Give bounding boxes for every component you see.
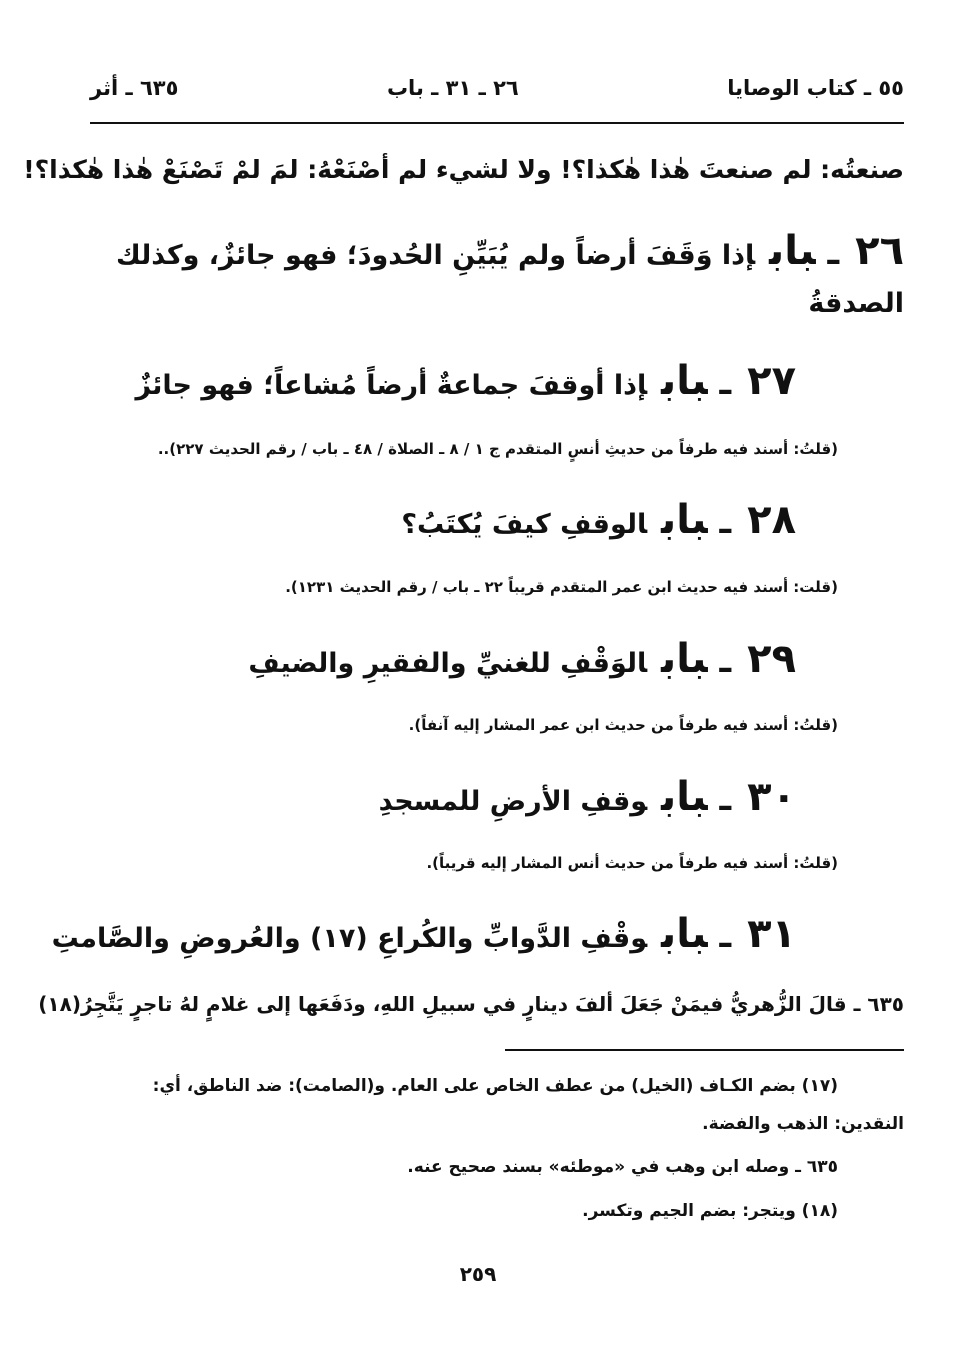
chapter-word: باب xyxy=(661,636,708,682)
chapter-title-continuation: الصدقةُ xyxy=(808,288,904,319)
footnote-18: (١٨) ويتجر: بضم الجيم وتكسر. xyxy=(582,1201,838,1221)
page-header xyxy=(90,68,904,108)
chapter-heading-27: ٢٧ـبابإذا أوقفَ جماعةٌ أرضاً مُشاعاً؛ فهو جائزٌ xyxy=(135,358,796,404)
chapter-number: ٢٧ xyxy=(747,358,796,404)
footnote-17: (١٧) بضم الكـاف (الخيل) من عطف الخاص على العام. و(الصامت): ضد الناطق، أي: xyxy=(152,1076,838,1096)
chapter-heading-28: ٢٨ـبابالوقفِ كيفَ يُكتَبُ؟ xyxy=(401,497,796,543)
chapter-heading-30: ٣٠ـبابوقفِ الأرضِ للمسجدِ xyxy=(378,774,796,820)
chapter-note: (قلتُ: أسند فيه طرفاً من حديث ابن عمر المشار إليه آنفاً). xyxy=(408,716,838,734)
header-chapter-range: ٢٦ ـ ٣١ ـ باب xyxy=(386,76,519,100)
chapter-number: ٢٦ xyxy=(855,228,904,274)
chapter-word: باب xyxy=(661,911,708,957)
chapter-title: وقفِ الأرضِ للمسجدِ xyxy=(378,786,648,817)
chapter-heading-29: ٢٩ـبابالوَقْفِ للغنيِّ والفقيرِ والضيفِ xyxy=(248,636,796,682)
chapter-number: ٣٠ xyxy=(747,774,796,820)
chapter-note: (قلتُ: أسند فيه طرفاً من حديثِ أنسٍ المتقدم ج ١ / ٨ ـ الصلاة / ٤٨ ـ باب / رقم الحديث ٢٢٧).. xyxy=(157,440,838,458)
chapter-title: الوقفِ كيفَ يُكتَبُ؟ xyxy=(401,509,648,540)
chapter-word: باب xyxy=(661,497,708,543)
header-athar-number: ٦٣٥ ـ أثر xyxy=(90,76,179,100)
page-number: ٢٥٩ xyxy=(459,1262,497,1286)
chapter-word: باب xyxy=(769,228,816,274)
chapter-word: باب xyxy=(661,774,708,820)
chapter-title: إذا وَقَفَ أرضاً ولم يُبَيِّنِ الحُدودَ؛ فهو جائزٌ، وكذلك xyxy=(116,240,756,271)
athar-text: ٦٣٥ ـ قالَ الزُّهريُّ فيمَنْ جَعَلَ ألفَ دينارٍ في سبيلِ اللهِ، ودَفَعَها إلى غلامٍ لهُ تاجرٍ يَتَّجِرُ(١٨) xyxy=(38,992,904,1016)
chapter-title: إذا أوقفَ جماعةٌ أرضاً مُشاعاً؛ فهو جائزٌ xyxy=(135,370,648,401)
chapter-number: ٢٩ xyxy=(747,636,796,682)
chapter-note: (قلتُ: أسند فيه طرفاً من حديث أنس المشار إليه قريباً). xyxy=(426,854,838,872)
chapter-heading-31: ٣١ـبابوقْفِ الدَّوابِّ والكُراعِ (١٧) والعُروضِ والصَّامتِ xyxy=(51,911,796,957)
chapter-number: ٢٨ xyxy=(747,497,796,543)
header-book-title: ٥٥ ـ كتاب الوصايا xyxy=(727,76,904,100)
chapter-number: ٣١ xyxy=(747,911,796,957)
footnote-17-continuation: النقدين: الذهب والفضة. xyxy=(702,1114,904,1134)
chapter-title: الوَقْفِ للغنيِّ والفقيرِ والضيفِ xyxy=(248,648,648,679)
chapter-heading-26: ٢٦ـبابإذا وَقَفَ أرضاً ولم يُبَيِّنِ الحُدودَ؛ فهو جائزٌ، وكذلك xyxy=(116,228,904,274)
footnote-divider xyxy=(505,1049,904,1051)
chapter-word: باب xyxy=(661,358,708,404)
chapter-title: وقْفِ الدَّوابِّ والكُراعِ (١٧) والعُروضِ والصَّامتِ xyxy=(51,923,648,954)
header-divider xyxy=(90,122,904,124)
intro-text: صنعتُه: لم صنعتَ هٰذا هٰكذا؟! ولا لشيء لم أصْنَعْهُ: لمَ لمْ تَصْنَعْ هٰذا هٰكذا؟! xyxy=(23,155,904,184)
chapter-note: (قلت: أسند فيه حديث ابن عمر المتقدم قريباً ٢٢ ـ باب / رقم الحديث ١٢٣١). xyxy=(285,578,838,596)
footnote-635: ٦٣٥ ـ وصله ابن وهب في «موطئه» بسند صحيح عنه. xyxy=(407,1157,838,1177)
